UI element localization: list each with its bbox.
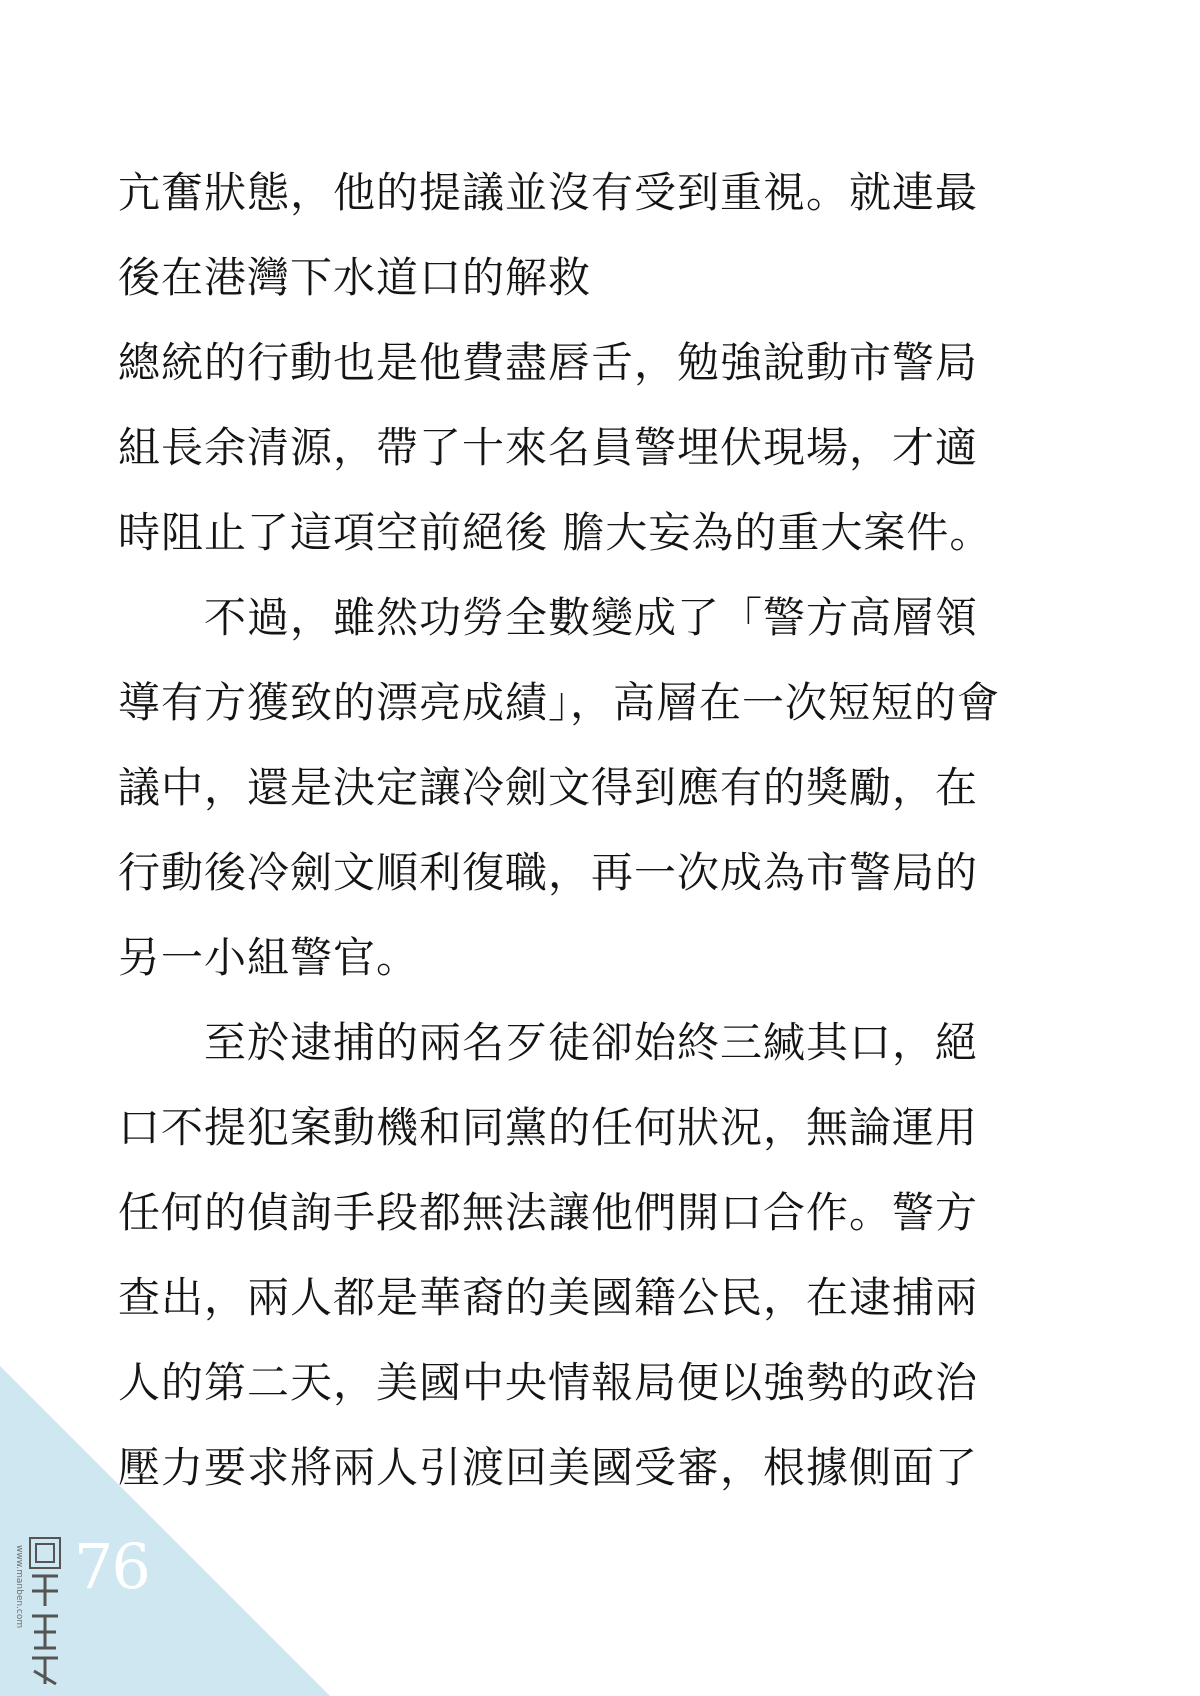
text-line: 另一小組警官。 bbox=[118, 933, 420, 982]
text-line: 議中，還是決定讓冷劍文得到應有的獎勵，在 bbox=[118, 763, 979, 812]
body-text bbox=[118, 150, 1088, 1510]
text-line: 行動後冷劍文順利復職，再一次成為市警局的 bbox=[118, 848, 979, 897]
text-line: 亢奮狀態，他的提議並沒有受到重視。就連最 bbox=[118, 168, 979, 217]
text-line: 人的第二天，美國中央情報局便以強勢的政治 bbox=[118, 1358, 979, 1407]
text-line: 導有方獲致的漂亮成績」，高層在一次短短的會 bbox=[118, 678, 1001, 727]
text-line: 不過，雖然功勞全數變成了「警方高層領 bbox=[118, 593, 979, 642]
text-line: 任何的偵詢手段都無法讓他們開口合作。警方 bbox=[118, 1188, 979, 1237]
text-line: 口不提犯案動機和同黨的任何狀況，無論運用 bbox=[118, 1103, 979, 1152]
text-line: 壓力要求將兩人引渡回美國受審，根據側面了 bbox=[118, 1443, 979, 1492]
text-line: 查出，兩人都是華裔的美國籍公民，在逮捕兩 bbox=[118, 1273, 979, 1322]
watermark-url: www.manben.com bbox=[14, 1545, 24, 1629]
text-line: 組長余清源，帶了十來名員警埋伏現場，才適 bbox=[118, 423, 979, 472]
text-line: 總統的行動也是他費盡唇舌，勉強說動市警局 bbox=[118, 338, 979, 387]
text-line: 至於逮捕的兩名歹徒卻始終三緘其口，絕 bbox=[118, 1018, 979, 1067]
text-line: 時阻止了這項空前絕後 膽大妄為的重大案件。 bbox=[118, 508, 993, 557]
text-line: 後在港灣下水道口的解救 bbox=[118, 253, 592, 302]
page-number: 76 bbox=[74, 1530, 149, 1603]
